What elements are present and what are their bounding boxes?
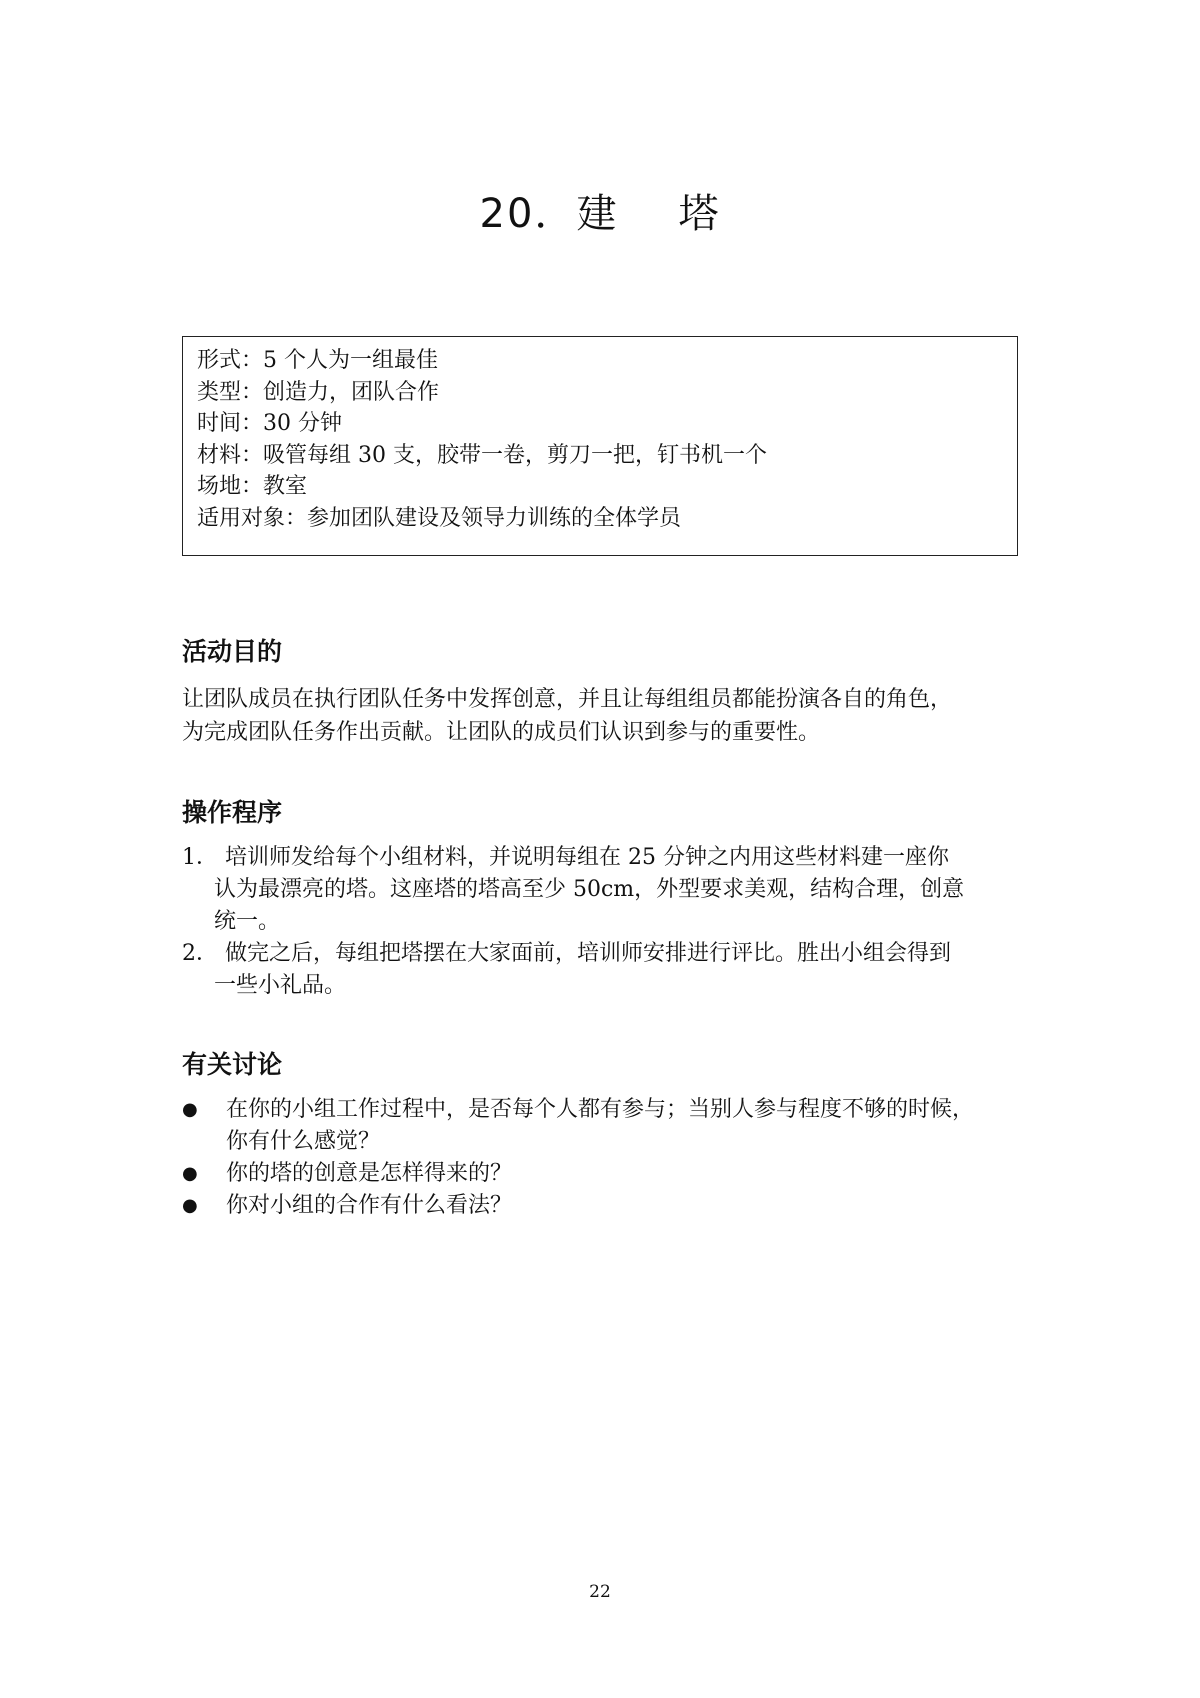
step-line: 认为最漂亮的塔。这座塔的塔高至少 50cm，外型要求美观，结构合理，创意: [214, 877, 965, 902]
discussion-item-text: 你有什么感觉？: [226, 1129, 381, 1154]
discussion-heading: 有关讨论: [182, 1050, 283, 1079]
purpose-line: 为完成团队任务作出贡献。让团队的成员们认识到参与的重要性。: [182, 720, 821, 745]
step-line: 2． 做完之后，每组把塔摆在大家面前，培训师安排进行评比。胜出小组会得到: [182, 941, 951, 966]
step-line: 1． 培训师发给每个小组材料，并说明每组在 25 分钟之内用这些材料建一座你: [182, 845, 949, 870]
procedure-step-1: [182, 842, 1022, 938]
info-audience: 适用对象：参加团队建设及领导力训练的全体学员: [197, 505, 682, 531]
purpose-line: 让团队成员在执行团队任务中发挥创意，并且让每组组员都能扮演各自的角色，: [182, 687, 953, 712]
procedure-heading: 操作程序: [182, 798, 283, 827]
step-line: 统一。: [214, 909, 281, 934]
page-title: [0, 182, 1200, 239]
purpose-heading: 活动目的: [182, 637, 283, 666]
discussion-item-text: 在你的小组工作过程中，是否每个人都有参与；当别人参与程度不够的时候，: [226, 1097, 975, 1122]
discussion-item: [182, 1158, 1022, 1190]
page-title-second-char: 塔: [678, 191, 721, 237]
activity-info-box: [182, 336, 1018, 556]
info-format: 形式：5 个人为一组最佳: [197, 348, 438, 373]
bullet-icon: ●: [182, 1195, 198, 1216]
discussion-item: [182, 1190, 1022, 1222]
page-number: 22: [589, 1582, 611, 1602]
procedure-steps: [182, 842, 1022, 1002]
step-line: 一些小礼品。: [214, 973, 347, 998]
bullet-icon: ●: [182, 1099, 198, 1120]
discussion-item-text: 你的塔的创意是怎样得来的？: [226, 1161, 513, 1186]
info-type: 类型：创造力，团队合作: [197, 379, 440, 405]
purpose-paragraph: [182, 683, 1022, 749]
info-time: 时间：30 分钟: [197, 411, 342, 436]
info-venue: 场地：教室: [197, 474, 308, 499]
discussion-list: [182, 1094, 1022, 1222]
procedure-step-2: [182, 938, 1022, 1002]
discussion-item-text: 你对小组的合作有什么看法？: [226, 1193, 513, 1218]
page-title-number: 20．建: [479, 191, 619, 237]
discussion-item: [182, 1094, 1022, 1158]
info-materials: 材料：吸管每组 30 支，胶带一卷，剪刀一把，钉书机一个: [197, 442, 767, 468]
bullet-icon: ●: [182, 1163, 198, 1184]
